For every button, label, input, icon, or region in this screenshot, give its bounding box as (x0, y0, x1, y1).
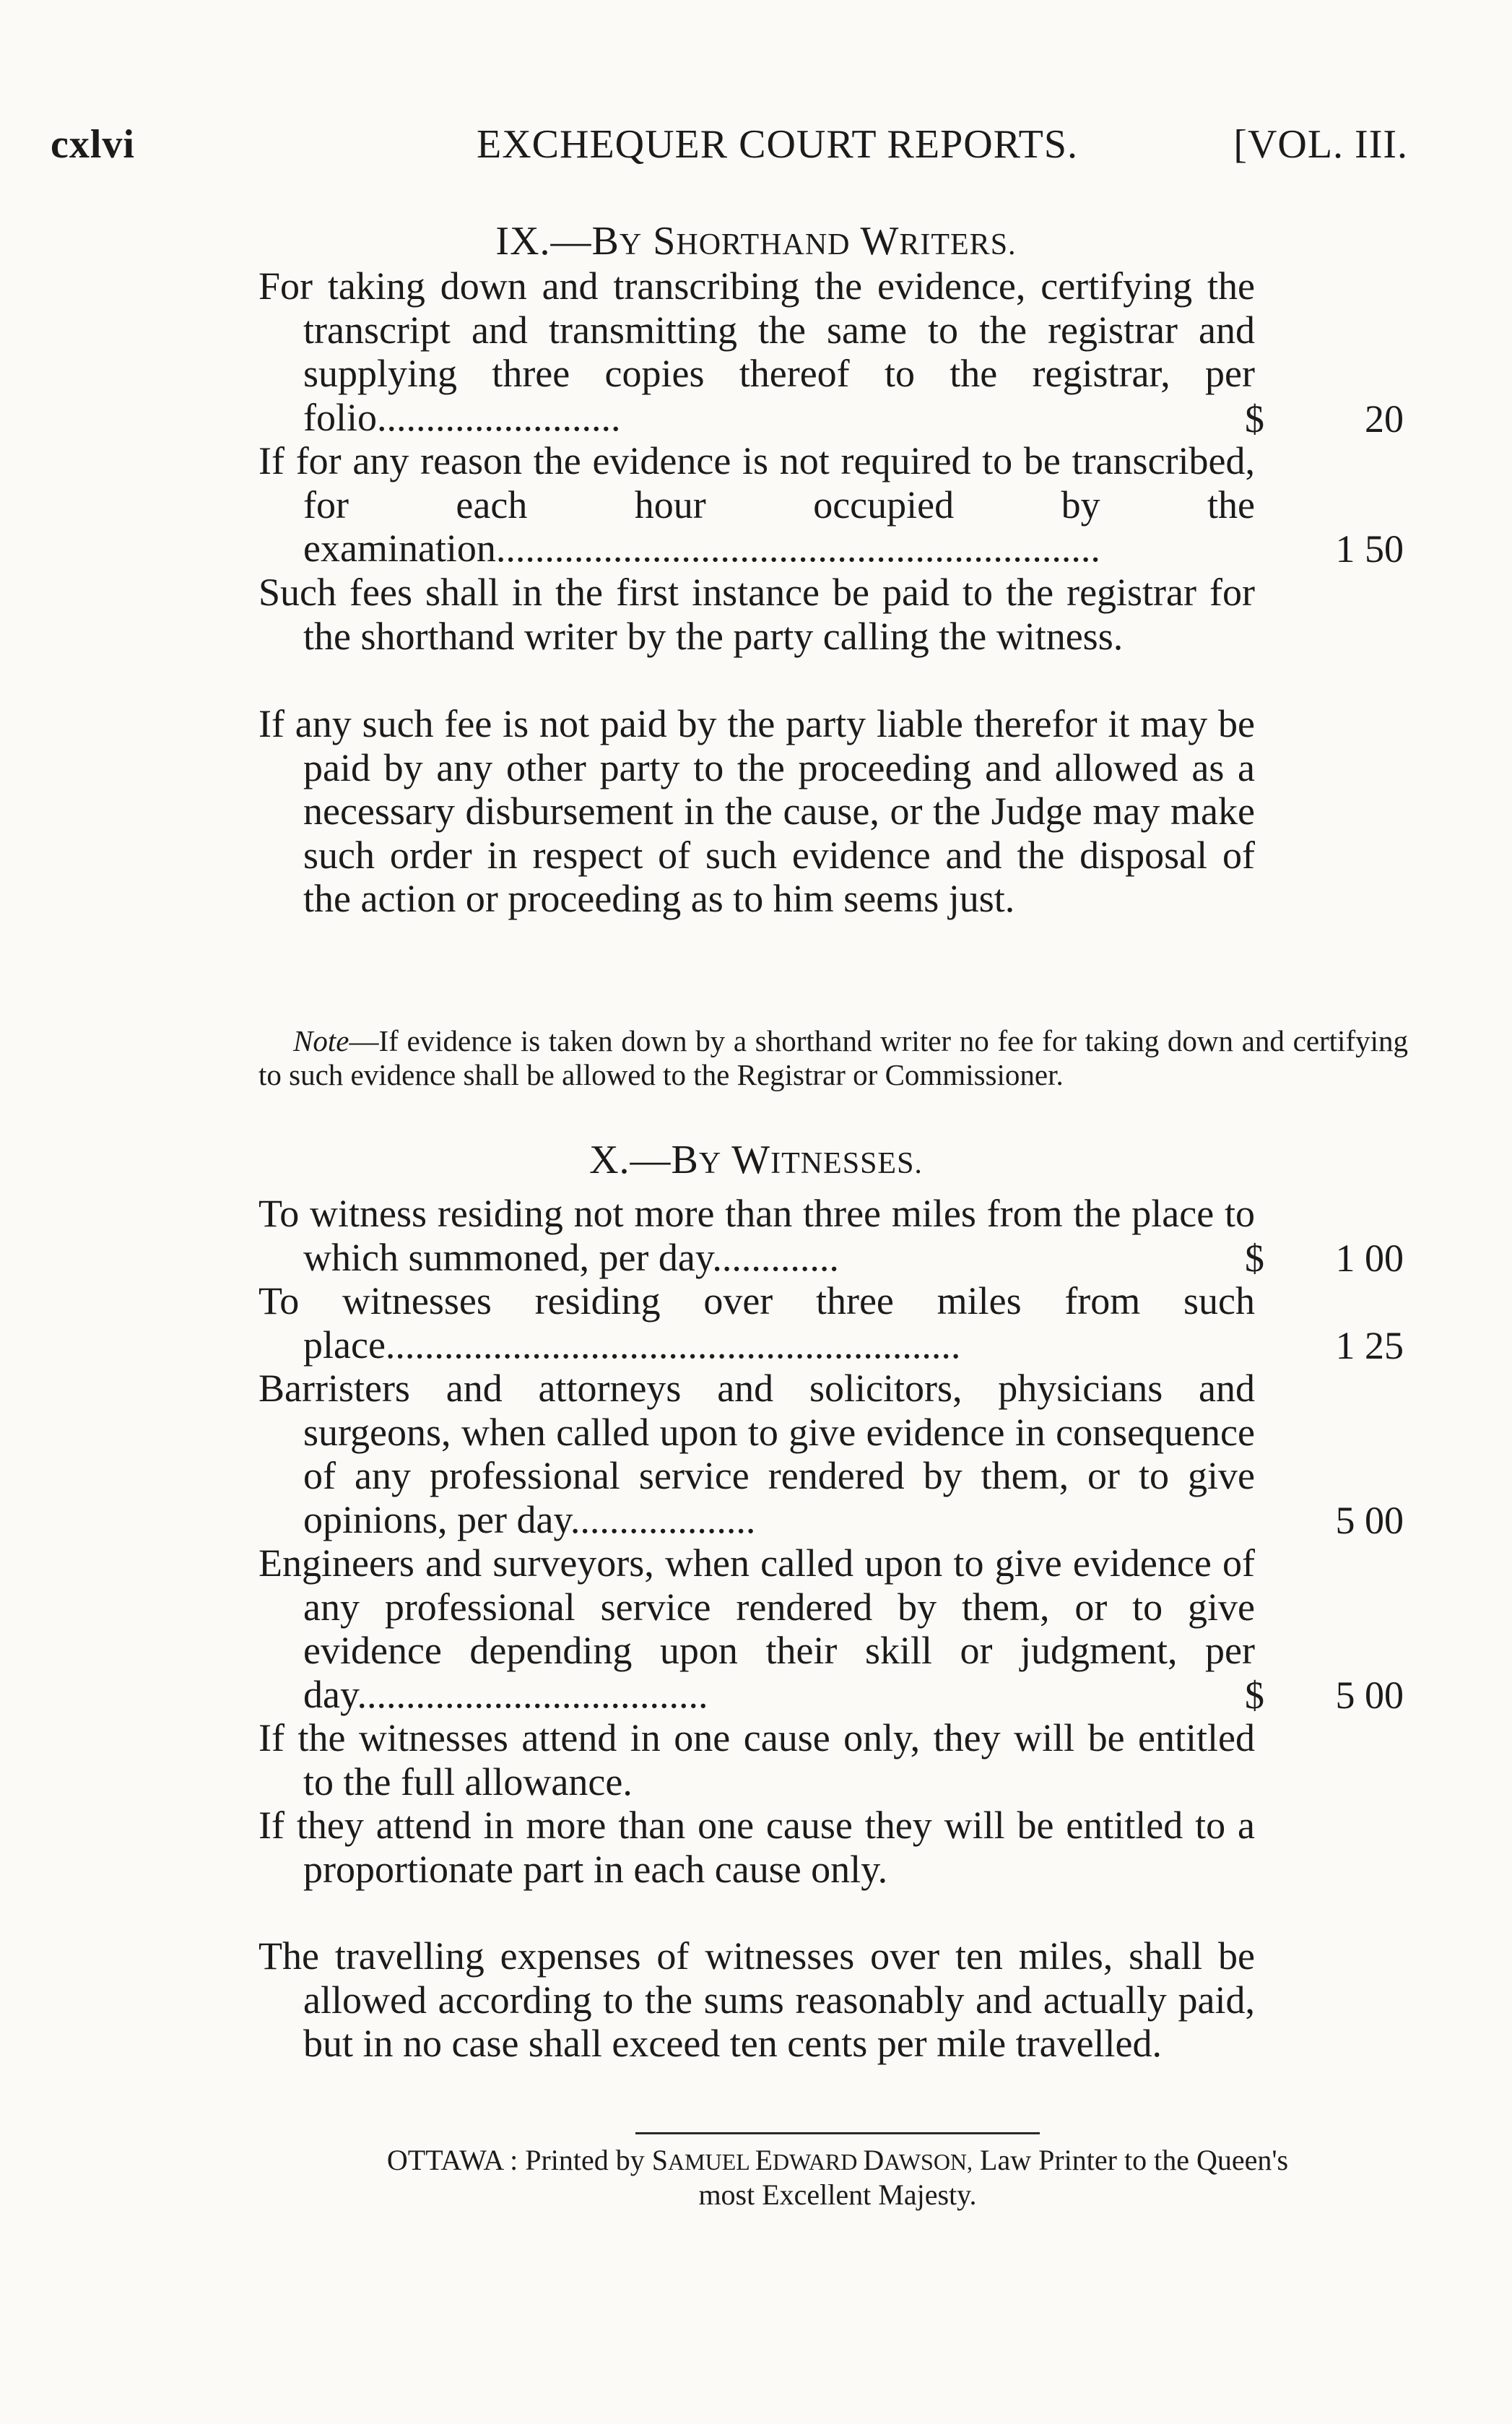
section-ix-number: IX.— (495, 219, 592, 264)
fee-entry: If for any reason the evidence is not required to be transcribed, for each hour occupied by the examination.............................................................. (258, 439, 1255, 570)
dollar-sign: $ (1245, 1674, 1264, 1717)
fee-amount: 20 (1365, 397, 1404, 441)
note-text: —If evidence is taken down by a shorthand writer no fee for taking down and certifying to such evidence shall be allowed to the Registrar or Commissioner. (258, 1024, 1408, 1091)
fee-entry: Such fees shall in the first instance be paid to the registrar for the shorthand writer by the party calling the witness. (258, 571, 1255, 658)
footer-rule (635, 2132, 1040, 2134)
printer-imprint (274, 2144, 1401, 2212)
fee-entry: The travelling expenses of witnesses over ten miles, shall be allowed according to the sums reasonably and actually paid, but in no case shall exceed ten cents per mile travelled. (258, 1934, 1255, 2065)
printer-name: SAMUEL EDWARD DAWSON, (651, 2144, 973, 2176)
imprint-line-1 (274, 2144, 1401, 2178)
section-ix-word: WRITERS. (860, 219, 1017, 264)
imprint-line-2: most Excellent Majesty. (698, 2178, 977, 2211)
fee-amount: 1 00 (1335, 1237, 1404, 1280)
note-label: Note (293, 1024, 349, 1057)
fee-entry: If any such fee is not paid by the party liable therefor it may be paid by any other party to the proceeding and allowed as a necessary disbursement in the cause, or the Judge may make such order in respect of such evidence and the disposal of the action or proceeding as to him seems just. (258, 702, 1255, 920)
running-title: EXCHEQUER COURT REPORTS. (477, 122, 1078, 167)
volume-label: [VOL. III. (1233, 122, 1408, 167)
dollar-sign: $ (1245, 1237, 1264, 1280)
section-x-word: WITNESSES. (731, 1138, 923, 1182)
section-x-word: BY (671, 1138, 722, 1182)
fee-entry: For taking down and transcribing the evidence, certifying the transcript and transmitting the same to the registrar and supplying three copies thereof to the registrar, per folio......................... (258, 264, 1255, 439)
section-x-number: X.— (589, 1138, 672, 1182)
note (258, 1024, 1408, 1092)
section-ix-word: SHORTHAND (653, 219, 851, 264)
section-x-heading (0, 1137, 1512, 1183)
fee-entry: To witness residing not more than three miles from the place to which summoned, per day............. (258, 1192, 1255, 1279)
fee-amount: 1 50 (1335, 527, 1404, 571)
fee-amount: 5 00 (1335, 1499, 1404, 1542)
dollar-sign: $ (1245, 397, 1264, 441)
fee-entry: If they attend in more than one cause they will be entitled to a proportionate part in each cause only. (258, 1804, 1255, 1891)
page-number: cxlvi (51, 122, 135, 167)
fee-entry: Engineers and surveyors, when called upon to give evidence of any professional service rendered by them, or to give evidence depending upon their skill or judgment, per day.................................... (258, 1541, 1255, 1716)
section-ix-heading (0, 218, 1512, 264)
fee-entry: If the witnesses attend in one cause only, they will be entitled to the full allowance. (258, 1716, 1255, 1804)
fee-entry: Barristers and attorneys and solicitors, physicians and surgeons, when called upon to give evidence in consequence of any professional service rendered by them, or to give opinions, per day................... (258, 1367, 1255, 1541)
fee-entry: To witnesses residing over three miles from such place........................................................... (258, 1279, 1255, 1367)
imprint-place: OTTAWA : (386, 2144, 518, 2176)
imprint-printer-title: Law Printer to the Queen's (980, 2144, 1289, 2176)
running-header (51, 121, 1408, 172)
fee-amount: 5 00 (1335, 1674, 1404, 1717)
section-ix-word: BY (591, 219, 643, 264)
imprint-printed-by: Printed by (525, 2144, 645, 2176)
fee-amount: 1 25 (1335, 1324, 1404, 1367)
